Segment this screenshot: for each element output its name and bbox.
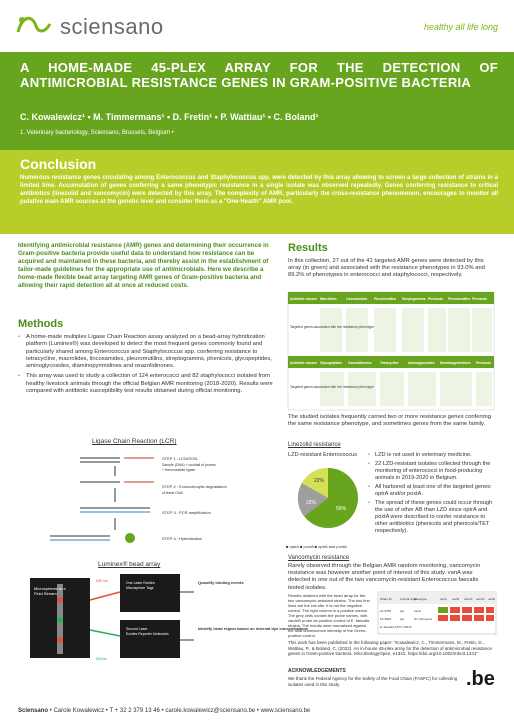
conclusion-text: Numerous resistance genes circulating among Enterococcus and Staphylococcus spp. were detected by this array allowing to screen a large collection of strains in a limited time. Accumulation of genes conferring a same phenotypic resistance in a single isolate was observed repeatedly. Genes conferring resistance to critical antibiotics (linezolid and vancomycin) were detected by this array. The complexity of AMR, particularly the cross-resistance phenomenon, encourages to monitor all putative main AMR sources at the genetic level and consider them as a "One-Health" AMR pool. [20, 175, 498, 205]
amr-header-classes: Antibiotic classes [290, 297, 318, 301]
van-header-vanA: vanA [440, 597, 447, 601]
lcr-step1-desc2: + thermostable ligase [162, 468, 196, 472]
amr-header-macrolides: Macrolides [320, 297, 337, 301]
bullet-icon: • [368, 484, 370, 490]
bullet-icon: • [18, 334, 21, 340]
lcr-step1: STEP 1 : LIGATION [162, 456, 198, 461]
linezolid-item: • 22 LZD-resistant isolates collected through the monitoring of enterococci in food-producing animals in 2019-2020 in Belgium. [368, 461, 491, 481]
methods-item: • This array was used to study a collection of 124 enterococci and 82 staphylococci isolated from healthy livestock animals through the official Belgian AMR monitoring (2018-2020). Results were compared with antibiotic susceptibility test results obtained during official monitoring. [18, 373, 273, 395]
lzd-pie-chart [288, 458, 368, 538]
luminex-label-identify: Identify bead region based on internal dye concentrations [198, 626, 309, 631]
bullet-icon: • [368, 461, 370, 467]
pie-label-3: 22% [306, 500, 317, 506]
van-row2-animal: pig [400, 617, 405, 621]
vancomycin-heading: Vancomycin resistance [288, 555, 350, 561]
luminex-label-micro1: Microspheres in a [34, 586, 66, 591]
linezolid-list [368, 452, 496, 537]
methods-item: • A home-made multiplex Ligase Chain Reaction assay analyzed on a bead-array hybridization platform (Luminex®) was developed to detect the most frequent genes commonly found and particularly shared among Enterococcus and Staphylococcus spp. conferring resistance to tetracycline, macrolides, lincosamides, pleuromutilins, streptogramins, phenicols, glycopeptides, aminoglycosides, diaminopyrimidines and oxazolidinones. [18, 334, 272, 370]
amr-header-phenicols: Phenicols [428, 297, 444, 301]
van-header-vanD: vanD [488, 597, 496, 601]
amr-gene-table [288, 292, 494, 410]
footer-details: • Carole Kowalewicz • T + 32 2 379 13 46 • carole.kowalewicz@sciensano.be • www.sciensano.be [48, 708, 311, 714]
footer-contact [18, 708, 310, 714]
van-header-vanC2: vanC2 [476, 597, 485, 601]
amr-header2-aminoglycosides: Aminoglycosides [408, 361, 435, 365]
footer-org: Sciensano [18, 708, 49, 714]
linezolid-heading: Linezolid resistance [288, 442, 341, 448]
van-header-animal: Animal origin [400, 597, 418, 601]
bullet-icon: • [368, 452, 370, 458]
brand-name: sciensano [60, 14, 164, 39]
vancomycin-caption: Results obtained with the bead array for the two vancomycin-resistant strains. The two first lines are the cut-offs. It is not the negative control. The right column is a positive control. The grey cells contain the probe names, with vanA/B probe as positive control of E. faecalis strains. The results were normalized against the total fluorescence intensity of the Green-positive control. [288, 593, 370, 638]
linezolid-item: • LZD is not used in veterinary medicine. [368, 452, 472, 458]
amr-row-label-2: Targeted genes associated with the resistance phenotype [290, 385, 374, 389]
acknowledgements-heading: ACKNOWLEDGEMENTS [288, 668, 346, 674]
bullet-icon: • [368, 500, 370, 506]
results-heading: Results [288, 242, 328, 254]
lcr-step4: STEP 4 : Hybridization [162, 536, 203, 541]
methods-heading: Methods [18, 318, 64, 330]
linezolid-item: • The spread of these genes could occur through the use of other AB than LZD since optrA and poxtA were described to confer resistance to other antibiotics (phenicols and phenicols/TET respectively). [368, 500, 493, 534]
poster-title: A HOME-MADE 45-PLEX ARRAY FOR THE DETECTION OF ANTIMICROBIAL RESISTANCE GENES IN GRAM-POSITIVE BACTERIA [20, 60, 498, 90]
pie-label-2: 22% [314, 478, 325, 484]
conclusion-heading: Conclusion [20, 156, 97, 172]
luminex-label-laser2a: Second Laser [126, 627, 148, 631]
luminex-label-laser2b: Excites Reporter Molecules [126, 632, 169, 636]
van-row3-strain: E. faecalis ATCC 29212 [380, 625, 412, 629]
van-row2-strain: 19-4903 [380, 617, 392, 621]
van-row1-strain: 21-3785 [380, 609, 392, 613]
van-header-genotype: Genotype [414, 597, 428, 601]
lcr-diagram [20, 448, 230, 556]
lcr-step2-desc: of linear DNA [162, 491, 183, 495]
luminex-heading: Luminex® bead array [98, 561, 161, 568]
intro-text: Identifying antimicrobial resistance (AMR) genes and determining their occurrence in Gram-positive bacteria provide useful data to understand how resistance can be acquired and maintained in these bacteria, and thereby assist in the establishment of tailor-made guidelines for the appropriate use of antimicrobials. Here we describe a home-made flexible bead array targeting AMR genes of Gram-positive bacteria and allowing their rapid detection all at once at reduced costs. [18, 242, 269, 289]
top-bar [0, 0, 514, 52]
tagline: healthy all life long [423, 22, 498, 32]
pie-label-1: 56% [336, 506, 347, 512]
van-header-strain: Strain ID [380, 597, 392, 601]
amr-header2-tetracycline: Tetracycline [380, 361, 399, 365]
lcr-step3: STEP 3 : PCR amplification [162, 510, 211, 515]
luminex-label-quantify: Quantify binding events [198, 580, 244, 585]
pie-legend: ■ optrA ■ poxtA ■ optrA and poxtA [286, 544, 347, 549]
linezolid-item: • All harbored at least one of the targeted genes: optrA and/or poxtA. [368, 484, 492, 497]
results-text-2: The studied isolates frequently carried two or more resistance genes conferring the same resistance phenotype, and sometimes genes from the same family. [288, 414, 491, 428]
methods-list [18, 334, 276, 398]
bullet-icon: • [18, 373, 21, 380]
luminex-label-micro2: Fluid Stream [34, 591, 57, 596]
van-row1-genotype: vanA [414, 609, 421, 613]
lcr-step2: STEP 2 : Exonucleolytic degradation [162, 484, 227, 489]
amr-header2-diaminopyrimidines: Diaminopyrimidines [440, 361, 471, 365]
luminex-label-laser1a: One Laser Excites [126, 581, 155, 585]
van-header-vanC1: vanC1 [464, 597, 473, 601]
vancomycin-text: Rarely observed through the Belgian AMR random monitoring, vancomycin resistance was however another point of interest of this study. vanA was detected in one out of the two vancomycin-resistant Enterococcus faecalis tested isolates. [288, 563, 481, 591]
luminex-label-laser1b: Microsphere Tags [126, 586, 154, 590]
acknowledgements-text: We thank the Federal Agency for the Safety of the Food Chain (FASFC) for collecting isolates used in this study. [288, 676, 458, 687]
amr-header2-glycopeptides: Glycopeptides [320, 361, 342, 365]
van-row2-genotype: No VAN gene [414, 617, 433, 621]
affiliation: 1. Veterinary bacteriology, Sciensano, Brussels, Belgium • [20, 130, 174, 136]
be-logo [464, 663, 504, 691]
lcr-step1-desc: Sample (DNA) + cocktail of probes [162, 463, 216, 467]
sciensano-logo-icon [14, 12, 54, 38]
amr-header2-oxazolidinones: Oxazolidinones [348, 361, 372, 365]
amr-header-streptogramins: Streptogramins [402, 297, 426, 301]
results-text: In this collection, 27 out of the 41 targeted AMR genes were detected by this array (in green) and associated with the resistance phenotypes in 93.0% and 89.2% of phenotypes in enterococci and staphylococci, respectively. [288, 258, 485, 279]
amr-header-pleuromutilins-2: Pleuromutilins [448, 297, 471, 301]
luminex-label-532: 532nm [96, 657, 107, 661]
be-logo-text: .be [466, 668, 495, 690]
lzd-pie-label: LZD-resistant Enterococcus [288, 452, 358, 458]
vancomycin-table [378, 592, 496, 634]
amr-row-label-1: Targeted genes associated with the resistance phenotype [290, 325, 374, 329]
amr-header-pleuromutilins: Pleuromutilins [374, 297, 397, 301]
amr-header-lincosamides: Lincosamides [346, 297, 368, 301]
luminex-label-635: 635 nm [96, 579, 108, 583]
lcr-heading: Ligase Chain Reaction (LCR) [92, 438, 177, 445]
citation-text: This work has been published in the following paper: "Kowalewicz, C., Timmermans, M., Fretin, D., Wattiau, P., & Boland, C. (2022). An in-house 45-plex array for the detection of antimicrobial resistance genes in Gram-positive bacteria. MicrobiologyOpen, e1341. https://doi.org/10.1002/mbo3.1341" [288, 640, 492, 657]
amr-header-phenicols-2: Phenicols [472, 297, 488, 301]
van-row1-animal: pig [400, 609, 405, 613]
authors: C. Kowalewicz¹ • M. Timmermans¹ • D. Fretin¹ • P. Wattiau¹ • C. Boland¹ [20, 112, 319, 122]
amr-header2-classes: Antibiotic classes [290, 361, 318, 365]
van-header-vanB: vanB [452, 597, 459, 601]
amr-header2-phenicols: Phenicols [476, 361, 492, 365]
luminex-diagram [20, 570, 309, 665]
